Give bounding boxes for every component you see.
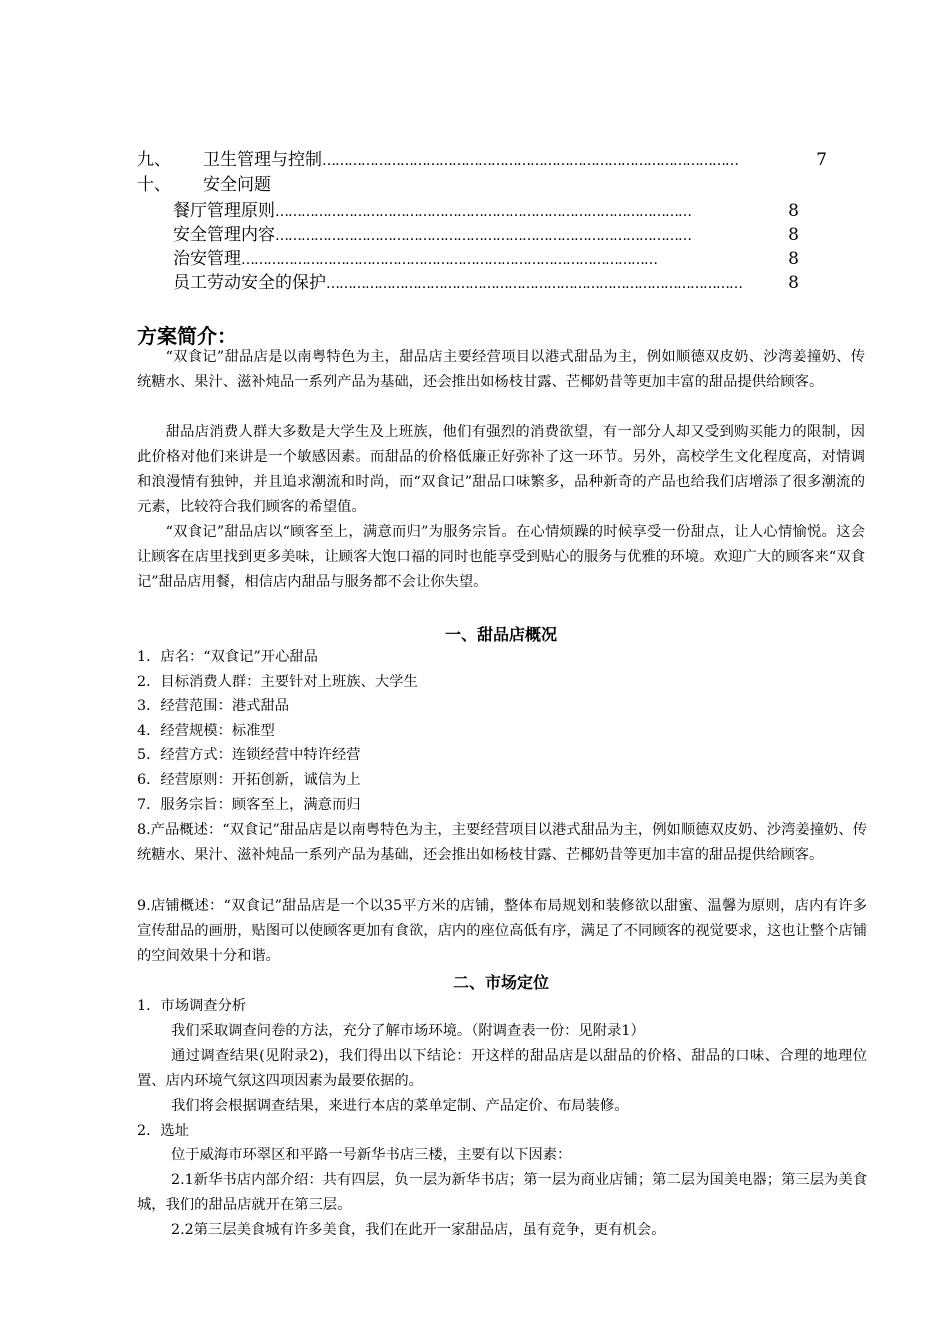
toc-title: 治安管理 bbox=[173, 249, 241, 269]
toc-number: 九、 bbox=[137, 150, 171, 170]
toc-title: 安全管理内容 bbox=[173, 225, 275, 245]
toc-leader: …………………………………………………………………………………… bbox=[241, 252, 657, 268]
toc-page-number: 8 bbox=[788, 273, 799, 293]
toc-title: 员工劳动安全的保护 bbox=[173, 273, 326, 293]
list-item: 1．店名：“双食记”开心甜品 bbox=[137, 649, 318, 665]
toc-leader: …………………………………………………………………………………… bbox=[326, 276, 742, 292]
list-item: 4．经营规模：标准型 bbox=[137, 723, 275, 739]
body-paragraph: 通过调查结果(见附录2)，我们得出以下结论：开这样的甜品店是以甜品的价格、甜品的口味、合理的地理位置、店内环境气氛这四项因素为最要依据的。 bbox=[137, 1048, 867, 1089]
intro-paragraph: “双食记”甜品店是以南粤特色为主，甜品店主要经营项目以港式甜品为主，例如顺德双皮奶、沙湾姜撞奶、传统糖水、果汁、滋补炖品一系列产品为基础，还会推出如杨枝甘露、芒椰奶昔等更加丰富的甜品提供给顾客。 bbox=[137, 349, 865, 390]
section-title: 一、甜品店概况 bbox=[444, 625, 557, 644]
toc-leader: …………………………………………………………………………………… bbox=[275, 204, 691, 220]
toc-page-number: 8 bbox=[788, 201, 799, 221]
section-title: 二、市场定位 bbox=[452, 973, 549, 992]
toc-leader: …………………………………………………………………………………… bbox=[275, 228, 691, 244]
intro-paragraph: 甜品店消费人群大多数是大学生及上班族，他们有强烈的消费欲望，有一部分人却又受到购买能力的限制，因此价格对他们来讲是一个敏感因素。而甜品的价格低廉正好弥补了这一环节。另外，高校学生文化程度高，对情调和浪漫情有独钟，并且追求潮流和时尚，而“双食记”甜品口味繁多，品种新奇的产品也给我们店增添了很多潮流的元素，比较符合我们顾客的希望值。 bbox=[137, 424, 865, 515]
toc-item[interactable] bbox=[137, 172, 437, 198]
intro-paragraph: “双食记”甜品店以“顾客至上，满意而归”为服务宗旨。在心情烦躁的时候享受一份甜点，让人心情愉悦。这会让顾客在店里找到更多美味，让顾客大饱口福的同时也能享受到贴心的服务与优雅的环境。欢迎广大的顾客来“双食记”甜品店用餐，相信店内甜品与服务都不会让你失望。 bbox=[137, 524, 865, 590]
body-paragraph: 2.1新华书店内部介绍：共有四层，负一层为新华书店；第一层为商业店铺；第二层为国美电器；第三层为美食城，我们的甜品店就开在第三层。 bbox=[137, 1172, 867, 1213]
intro-heading: 方案简介： bbox=[137, 324, 237, 348]
body-paragraph: 我们将会根据调查结果，来进行本店的菜单定制、产品定价、布局装修。 bbox=[171, 1098, 629, 1114]
body-paragraph: 位于威海市环翠区和平路一号新华书店三楼，主要有以下因素： bbox=[171, 1147, 572, 1163]
toc-subitem[interactable] bbox=[173, 198, 799, 224]
toc-page-number: 8 bbox=[788, 249, 799, 269]
toc-subitem[interactable] bbox=[173, 222, 799, 248]
toc-title: 安全问题 bbox=[203, 175, 271, 195]
list-item: 3．经营范围：港式甜品 bbox=[137, 698, 290, 714]
subsection-title: 2．选址 bbox=[137, 1123, 189, 1139]
body-paragraph: 2.2第三层美食城有许多美食，我们在此开一家甜品店，虽有竞争，更有机会。 bbox=[171, 1222, 666, 1238]
toc-subitem[interactable] bbox=[173, 270, 799, 296]
toc-title: 餐厅管理原则 bbox=[173, 201, 275, 221]
toc-leader: …………………………………………………………………………………… bbox=[322, 153, 738, 169]
list-item: 2．目标消费人群：主要针对上班族、大学生 bbox=[137, 674, 418, 690]
toc-number: 十、 bbox=[137, 175, 171, 195]
list-item: 6．经营原则：开拓创新，诚信为上 bbox=[137, 772, 361, 788]
list-item: 9.店铺概述：“双食记”甜品店是一个以35平方米的店铺，整体布局规划和装修欲以甜蜜、温馨为原则，店内有许多宣传甜品的画册，贴图可以使顾客更加有食欲，店内的座位高低有序，满足了不同顾客的视觉要求，这也让整个店铺的空间效果十分和谐。 bbox=[137, 898, 867, 964]
subsection-title: 1．市场调查分析 bbox=[137, 998, 247, 1014]
toc-item[interactable] bbox=[137, 147, 827, 173]
list-item: 7．服务宗旨：顾客至上，满意而归 bbox=[137, 797, 361, 813]
list-item: 5．经营方式：连锁经营中特许经营 bbox=[137, 747, 361, 763]
toc-subitem[interactable] bbox=[173, 246, 799, 272]
toc-page-number: 8 bbox=[788, 225, 799, 245]
list-item: 8.产品概述：“双食记”甜品店是以南粤特色为主，主要经营项目以港式甜品为主，例如顺德双皮奶、沙湾姜撞奶、传统糖水、果汁、滋补炖品一系列产品为基础，还会推出如杨枝甘露、芒椰奶昔等更加丰富的甜品提供给顾客。 bbox=[137, 822, 867, 863]
toc-page-number: 7 bbox=[816, 150, 827, 170]
body-paragraph: 我们采取调查问卷的方法，充分了解市场环境。（附调查表一份：见附录1） bbox=[171, 1023, 645, 1039]
toc-title: 卫生管理与控制 bbox=[203, 150, 322, 170]
